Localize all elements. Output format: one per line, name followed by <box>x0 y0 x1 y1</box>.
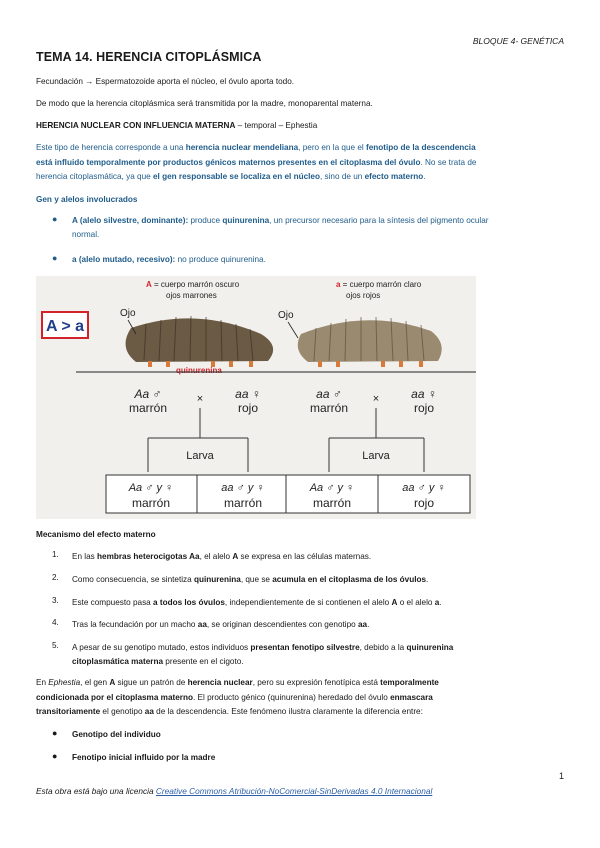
text: , que se <box>240 575 273 584</box>
cross-lines-left <box>148 408 248 472</box>
bold-text: presentan fenotipo silvestre <box>250 643 360 652</box>
list-number: 5. <box>52 641 59 650</box>
bold-text: citoplasmática materna <box>72 657 164 666</box>
text: produce <box>188 216 223 225</box>
right-male-phenotype: marrón <box>309 401 349 415</box>
bold-text: aa <box>358 620 368 629</box>
bold-text: A <box>232 552 239 561</box>
bold-text: fenotipo de la descendencia <box>365 143 476 152</box>
bold-text: hembras heterocigotas Aa <box>97 552 200 561</box>
bold-text: transitoriamente <box>36 707 101 716</box>
final-bullet-fenotipo: Fenotipo inicial influido por la madre <box>72 753 216 762</box>
text: de la descendencia. Este fenómeno ilustra claramente la diferencia entre: <box>153 707 423 716</box>
text: Este tipo de herencia corresponde a una <box>36 143 186 152</box>
text: , un precursor necesario para la síntesis del pigmento ocular <box>269 216 489 225</box>
bold-text: A <box>391 598 398 607</box>
bullet-dot: ● <box>52 728 58 738</box>
legend-a <box>336 280 422 289</box>
closing-paragraph <box>36 676 564 720</box>
blue-paragraph <box>36 141 564 185</box>
larva-label-right: Larva <box>362 450 390 462</box>
text: , el gen <box>80 678 110 687</box>
list-item <box>72 596 564 610</box>
text: , debido a la <box>359 643 407 652</box>
allele-recessive <box>72 253 564 267</box>
bullet-dot: ● <box>52 253 58 263</box>
list-number: 4. <box>52 618 59 627</box>
offspring-4-genotype: aa ♂ y ♀ <box>402 482 446 494</box>
license-link[interactable]: Creative Commons Atribución-NoComercial-SinDerivadas 4.0 Internacional <box>155 786 433 796</box>
left-male-genotype: Aa ♂ <box>134 387 162 401</box>
legend-A <box>146 280 240 289</box>
bold-text: aa <box>197 620 207 629</box>
bold-text: está influido temporalmente por productos génicos maternos presentes en el citoplasma del óvulo <box>36 157 421 167</box>
bold-text: quinurenina <box>193 575 241 584</box>
ojo-label-right: Ojo <box>278 310 294 321</box>
allele-dominant <box>72 214 564 242</box>
list-number: 1. <box>52 550 59 559</box>
right-female-genotype: aa ♀ <box>411 387 437 401</box>
text: . No se trata de <box>420 157 477 167</box>
list-item <box>72 618 564 632</box>
modo-line: De modo que la herencia citoplásmica será transmitida por la madre, monoparental materna. <box>36 99 373 108</box>
bold-text: aa <box>144 707 154 716</box>
bold-text: temporalmente <box>380 678 439 687</box>
legend-A-letter: A <box>146 280 152 289</box>
left-female-phenotype: rojo <box>237 401 259 415</box>
section-heading-rest: – temporal – Ephestia <box>235 121 318 130</box>
final-bullet-genotipo: Genotipo del individuo <box>72 730 161 739</box>
offspring-3-genotype: Aa ♂ y ♀ <box>309 482 355 494</box>
bold-text: efecto materno <box>364 172 424 181</box>
list-item <box>72 550 564 564</box>
text: o el alelo <box>397 598 435 607</box>
bold-text: enmascara <box>390 692 433 702</box>
legend-a-text: = cuerpo marrón claro <box>340 280 422 289</box>
fecundacion-line: Fecundación → Espermatozoide aporta el núcleo, el óvulo aporta todo. <box>36 77 295 86</box>
larva-light-illustration <box>288 317 442 367</box>
offspring-1-phenotype: marrón <box>131 496 171 510</box>
bullet-dot: ● <box>52 751 58 761</box>
page-title: TEMA 14. HERENCIA CITOPLÁSMICA <box>36 50 262 64</box>
offspring-1-genotype: Aa ♂ y ♀ <box>128 482 174 494</box>
figure-svg <box>36 276 476 519</box>
bold-text: herencia nuclear <box>187 678 253 687</box>
right-female-phenotype: rojo <box>413 401 435 415</box>
text: se expresa en las células maternas. <box>238 552 372 561</box>
legend-A-text: = cuerpo marrón oscuro <box>151 280 240 289</box>
page-number: 1 <box>558 771 564 781</box>
license-text: Esta obra está bajo una licencia <box>36 786 156 796</box>
legend-a-line2: ojos rojos <box>346 291 381 300</box>
bold-text: A <box>109 678 116 687</box>
legend-a-letter: a <box>336 280 341 289</box>
list-item <box>72 573 564 587</box>
offspring-2-phenotype: marrón <box>223 496 263 510</box>
bold-text: a <box>434 598 440 607</box>
text: presente en el cigoto. <box>163 657 244 666</box>
text: el genotipo <box>100 707 145 716</box>
list-number: 3. <box>52 596 59 605</box>
list-item <box>72 641 564 669</box>
bold-text: A (alelo silvestre, dominante): <box>72 216 189 225</box>
legend-A-line2: ojos marrones <box>166 291 217 300</box>
offspring-2-genotype: aa ♂ y ♀ <box>221 482 265 494</box>
block-header: BLOQUE 4- GENÉTICA <box>472 36 564 46</box>
text: , se originan descendientes con genotipo <box>206 620 358 629</box>
bold-text: acumula en el citoplasma de los óvulos <box>272 575 427 584</box>
text: . El producto génico (quinurenina) heredado del óvulo <box>192 692 391 702</box>
cross-lines-right <box>329 408 424 472</box>
text: no produce quinurenina. <box>175 255 266 264</box>
text: . <box>367 620 370 629</box>
text: . <box>423 172 426 181</box>
text: , sino de un <box>319 172 365 181</box>
bold-text: a (alelo mutado, recesivo): <box>72 255 176 264</box>
section-heading-bold: HERENCIA NUCLEAR CON INFLUENCIA MATERNA <box>36 121 236 130</box>
text: sigue un patrón de <box>115 678 188 687</box>
text: . <box>439 598 442 607</box>
offspring-3-phenotype: marrón <box>312 496 352 510</box>
list-number: 2. <box>52 573 59 582</box>
quinurenina-label: quinurenina <box>176 366 222 375</box>
text: En <box>36 678 49 687</box>
dominance-badge-text: A > a <box>45 318 85 335</box>
text: , independientemente de si contienen el alelo <box>224 598 392 607</box>
italic-text: Ephestia <box>48 678 81 687</box>
text: A pesar de su genotipo mutado, estos individuos <box>72 643 251 652</box>
text: . <box>426 575 429 584</box>
text: herencia citoplasmática, ya que <box>36 172 153 181</box>
bold-text: el gen responsable se localiza en el núcleo <box>152 172 320 181</box>
license-footer <box>36 786 432 796</box>
text: , el alelo <box>199 552 233 561</box>
bold-text: herencia nuclear mendeliana <box>185 143 299 152</box>
left-male-phenotype: marrón <box>128 401 168 415</box>
text: Tras la fecundación por un macho <box>72 620 198 629</box>
text: , pero en la que el <box>298 143 366 152</box>
offspring-4-phenotype: rojo <box>413 496 435 510</box>
cross-symbol-left: × <box>196 393 204 405</box>
ojo-label-left: Ojo <box>120 308 136 319</box>
larva-label-left: Larva <box>186 450 214 462</box>
text: Este compuesto pasa <box>72 598 154 607</box>
text: Como consecuencia, se sintetiza <box>72 575 194 584</box>
bullet-dot: ● <box>52 214 58 224</box>
text: , pero su expresión fenotípica está <box>252 678 381 687</box>
bold-text: a todos los óvulos <box>153 598 225 607</box>
section-heading <box>36 119 564 134</box>
text: normal. <box>72 230 100 239</box>
bold-text: condicionada por el citoplasma materno <box>36 692 193 702</box>
cross-symbol-right: × <box>372 393 380 405</box>
genes-heading: Gen y alelos involucrados <box>36 195 138 204</box>
left-female-genotype: aa ♀ <box>235 387 261 401</box>
larva-dark-illustration <box>126 316 274 367</box>
text: En las <box>72 552 98 561</box>
right-male-genotype: aa ♂ <box>316 387 342 401</box>
bold-text: quinurenina <box>222 216 270 225</box>
bold-text: quinurenina <box>406 643 454 652</box>
mecanismo-heading: Mecanismo del efecto materno <box>36 530 156 539</box>
ephestia-figure <box>36 276 476 519</box>
